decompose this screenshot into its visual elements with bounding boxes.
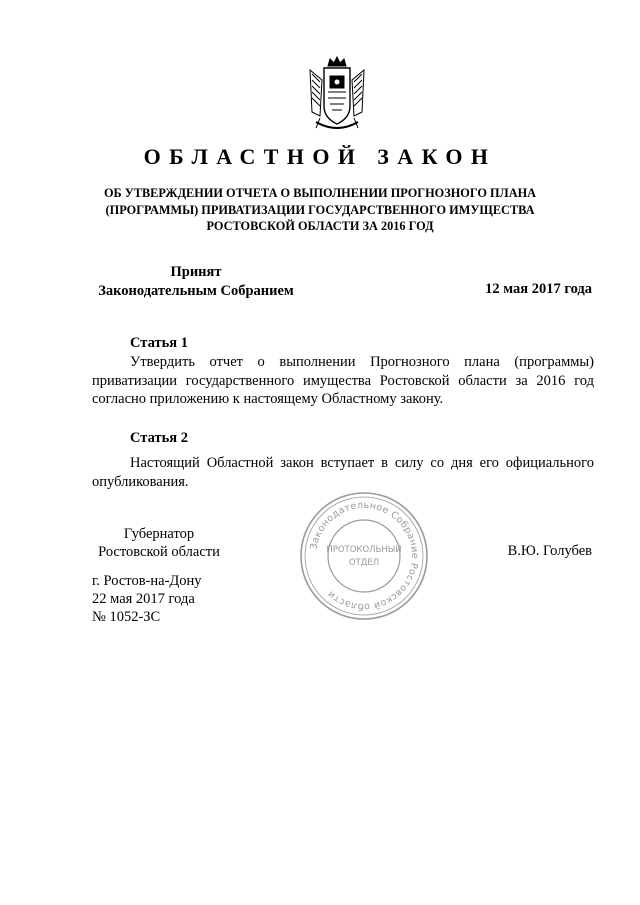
law-number: № 1052-ЗС <box>92 609 161 625</box>
seal-inner-line: ОТДЕЛ <box>348 558 380 568</box>
document-subtitle <box>40 185 600 235</box>
coat-of-arms-icon <box>306 56 368 136</box>
seal-inner-line: ПРОТОКОЛЬНЫЙ <box>326 545 402 555</box>
adopted-body: Законодательным Собранием <box>98 282 294 299</box>
svg-text:Законодательное Собрание Росто <box>308 500 420 612</box>
city: г. Ростов-на-Дону <box>92 573 202 589</box>
adopted-label: Принят <box>170 264 222 280</box>
seal-ring-text: Законодательное Собрание Ростовской области <box>308 499 421 613</box>
official-seal-stamp <box>298 490 430 622</box>
subtitle-line: ОБ УТВЕРЖДЕНИИ ОТЧЕТА О ВЫПОЛНЕНИИ ПРОГНОЗНОГО ПЛАНА <box>103 186 537 200</box>
signing-date: 22 мая 2017 года <box>92 591 195 607</box>
document-title: ОБЛАСТНОЙ ЗАКОН <box>143 144 497 169</box>
signatory-title-line: Губернатор <box>123 526 195 542</box>
adopted-by <box>60 263 332 300</box>
article-1-heading: Статья 1 <box>130 335 188 351</box>
signatory-title <box>84 525 234 561</box>
signatory-name: В.Ю. Голубев <box>507 543 592 559</box>
signatory-title-line: Ростовской области <box>98 544 220 560</box>
subtitle-line: РОСТОВСКОЙ ОБЛАСТИ ЗА 2016 ГОД <box>206 219 434 233</box>
subtitle-line: (ПРОГРАММЫ) ПРИВАТИЗАЦИИ ГОСУДАРСТВЕННОГО ИМУЩЕСТВА <box>105 202 535 217</box>
article-1-text: Утвердить отчет о выполнении Прогнозного плана (программы) приватизации государственного имущества Ростовской области за 2016 год согласно приложению к настоящему Областному закону. <box>92 354 594 407</box>
article-2-heading: Статья 2 <box>130 430 188 446</box>
place-and-date <box>92 572 202 626</box>
article-2-text: Настоящий Областной закон вступает в силу со дня его официального опубликования. <box>92 455 594 490</box>
adopted-date: 12 мая 2017 года <box>485 281 592 297</box>
